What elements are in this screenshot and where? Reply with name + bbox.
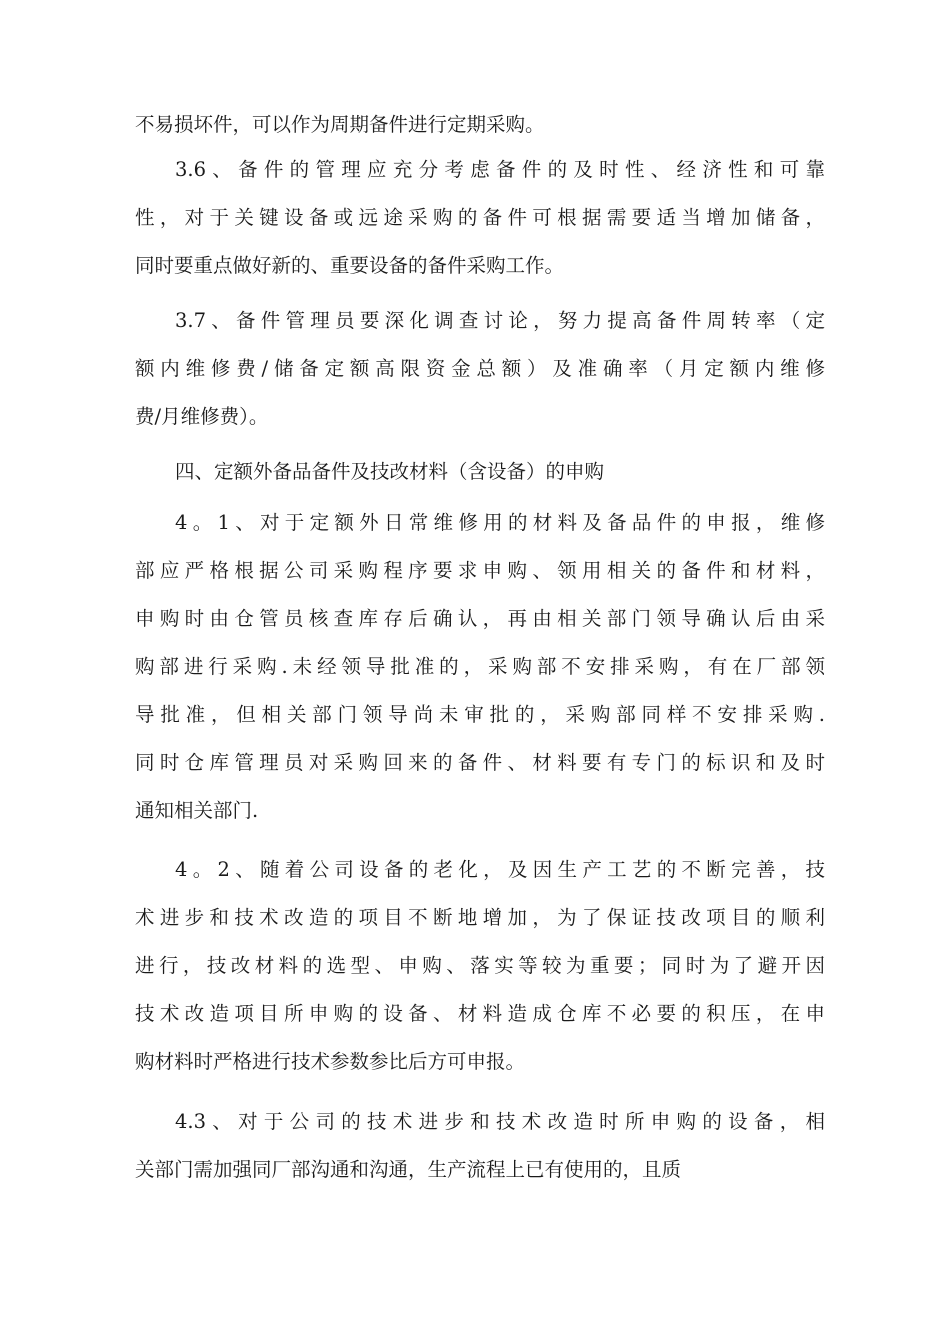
text-line: 进行，技改材料的选型、申购、落实等较为重要；同时为了避开因 — [135, 954, 825, 977]
text-line: 技术改造项目所申购的设备、材料造成仓库不必要的积压，在申 — [135, 1002, 825, 1025]
text-line: 不易损坏件，可以作为周期备件进行定期采购。 — [135, 113, 545, 136]
paragraph-4-1-line: 4。1、对于定额外日常维修用的材料及备品件的申报，维修 — [175, 511, 825, 534]
text-line: 性，对于关键设备或远途采购的备件可根据需要适当增加储备， — [135, 206, 825, 229]
paragraph-4-3-line: 4.3、对于公司的技术进步和技术改造时所申购的设备，相 — [175, 1110, 825, 1133]
text-line: 购部进行采购.未经领导批准的，采购部不安排采购，有在厂部领 — [135, 655, 825, 678]
text-line: 同时要重点做好新的、重要设备的备件采购工作。 — [135, 254, 565, 277]
text-line: 部应严格根据公司采购程序要求申购、领用相关的备件和材料， — [135, 559, 825, 582]
text-line: 关部门需加强同厂部沟通和沟通，生产流程上已有使用的，且质 — [135, 1158, 682, 1181]
section-heading-4: 四、定额外备品备件及技改材料（含设备）的申购 — [175, 460, 605, 483]
text-line: 申购时由仓管员核查库存后确认，再由相关部门领导确认后由采 — [135, 607, 825, 630]
text-line: 通知相关部门. — [135, 799, 259, 822]
text-line: 额内维修费/储备定额高限资金总额）及准确率（月定额内维修 — [135, 357, 825, 380]
text-line: 购材料时严格进行技术参数参比后方可申报。 — [135, 1050, 526, 1073]
text-line: 费/月维修费）。 — [135, 405, 269, 428]
paragraph-3-7-line: 3.7、备件管理员要深化调查讨论，努力提高备件周转率（定 — [175, 309, 825, 332]
text-line: 导批准，但相关部门领导尚未审批的，采购部同样不安排采购. — [135, 703, 825, 726]
paragraph-3-6-line: 3.6、备件的管理应充分考虑备件的及时性、经济性和可靠 — [175, 158, 825, 181]
text-line: 术进步和技术改造的项目不断地增加，为了保证技改项目的顺利 — [135, 906, 825, 929]
text-line: 同时仓库管理员对采购回来的备件、材料要有专门的标识和及时 — [135, 751, 825, 774]
paragraph-4-2-line: 4。2、随着公司设备的老化，及因生产工艺的不断完善，技 — [175, 858, 825, 881]
